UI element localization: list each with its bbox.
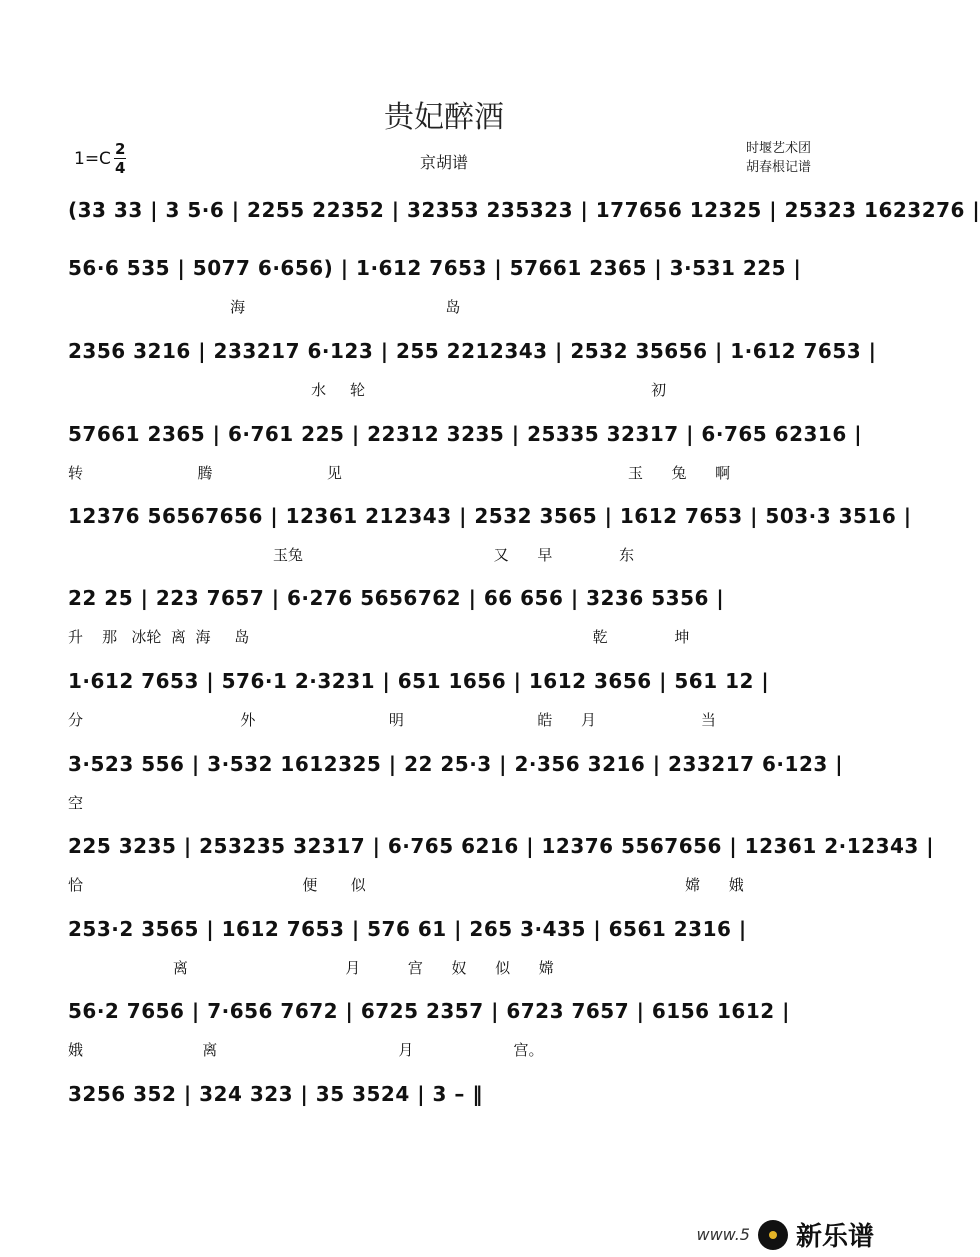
score-row — [0, 669, 888, 749]
score-row — [0, 339, 888, 419]
notation-line: 56·2 7656 | 7·656 7672 | 6725 2357 | 6723 7657 | 6156 1612 | — [68, 999, 790, 1023]
footer-url: www.5 — [696, 1225, 750, 1244]
notation-line: 253·2 3565 | 1612 7653 | 576 61 | 265 3·435 | 6561 2316 | — [68, 917, 747, 941]
key-label: 1=C — [74, 149, 111, 169]
notation-line: 2356 3216 | 233217 6·123 | 255 2212343 | 2532 35656 | 1·612 7653 | — [68, 339, 877, 363]
score-row — [0, 586, 888, 666]
score-row — [0, 752, 888, 832]
lyrics-line: 恰 便 似 嫦 娥 — [68, 876, 744, 894]
subtitle: 京胡谱 — [419, 153, 468, 172]
time-bottom: 4 — [114, 159, 126, 177]
lyrics-line: 升 那 冰轮 离 海 岛 乾 坤 — [68, 628, 690, 646]
lyrics-line: 分 外 明 皓 月 当 — [68, 711, 716, 729]
notation-line: 22 25 | 223 7657 | 6·276 5656762 | 66 656 | 3236 5356 | — [68, 586, 725, 610]
lyrics-line: 娥 离 月 宫。 — [68, 1041, 544, 1059]
notation-line: 225 3235 | 253235 32317 | 6·765 6216 | 12376 5567656 | 12361 2·12343 | — [68, 834, 935, 858]
lyrics-line: 转 腾 见 玉 兔 啊 — [68, 464, 731, 482]
score-row — [0, 256, 888, 336]
lyrics-line: 离 月 宫 奴 似 嫦 — [68, 959, 554, 977]
lyrics-line: 空 — [68, 794, 84, 812]
lyrics-line: 海 岛 — [68, 298, 461, 316]
lyrics-line: 水 轮 初 — [68, 381, 667, 399]
notation-line: (33 33 | 3 5·6 | 2255 22352 | 32353 235323 | 177656 12325 | 25323 1623276 | — [68, 198, 980, 222]
footer-watermark — [696, 1216, 874, 1253]
lyrics-line — [68, 1122, 828, 1146]
notation-line: 1·612 7653 | 576·1 2·3231 | 651 1656 | 1612 3656 | 561 12 | — [68, 669, 770, 693]
footer-brand: 新乐谱 — [795, 1222, 874, 1252]
record-disc-icon — [758, 1220, 788, 1250]
credits — [746, 139, 811, 177]
notation-line: 3256 352 | 324 323 | 35 3524 | 3 – ‖ — [68, 1082, 483, 1106]
score-row — [0, 999, 888, 1079]
notation-line: 57661 2365 | 6·761 225 | 22312 3235 | 25335 32317 | 6·765 62316 | — [68, 422, 863, 446]
lyrics-line: 玉兔 又 早 东 — [68, 546, 635, 564]
notation-line: 12376 56567656 | 12361 212343 | 2532 3565 | 1612 7653 | 503·3 3516 | — [68, 504, 912, 528]
score-row — [0, 917, 888, 997]
time-top: 2 — [114, 140, 126, 158]
notation-line: 56·6 535 | 5077 6·656) | 1·612 7653 | 57661 2365 | 3·531 225 | — [68, 256, 802, 280]
score-row — [0, 504, 912, 584]
score-row — [0, 1082, 888, 1162]
score-title: 贵妃醉酒 — [384, 100, 504, 135]
notation-line: 3·523 556 | 3·532 1612325 | 22 25·3 | 2·356 3216 | 233217 6·123 | — [68, 752, 844, 776]
score-row — [0, 834, 935, 914]
credit-troupe: 时堰艺术团 — [746, 141, 812, 156]
score-row — [0, 422, 888, 502]
credit-transcriber: 胡春根记谱 — [746, 160, 812, 175]
